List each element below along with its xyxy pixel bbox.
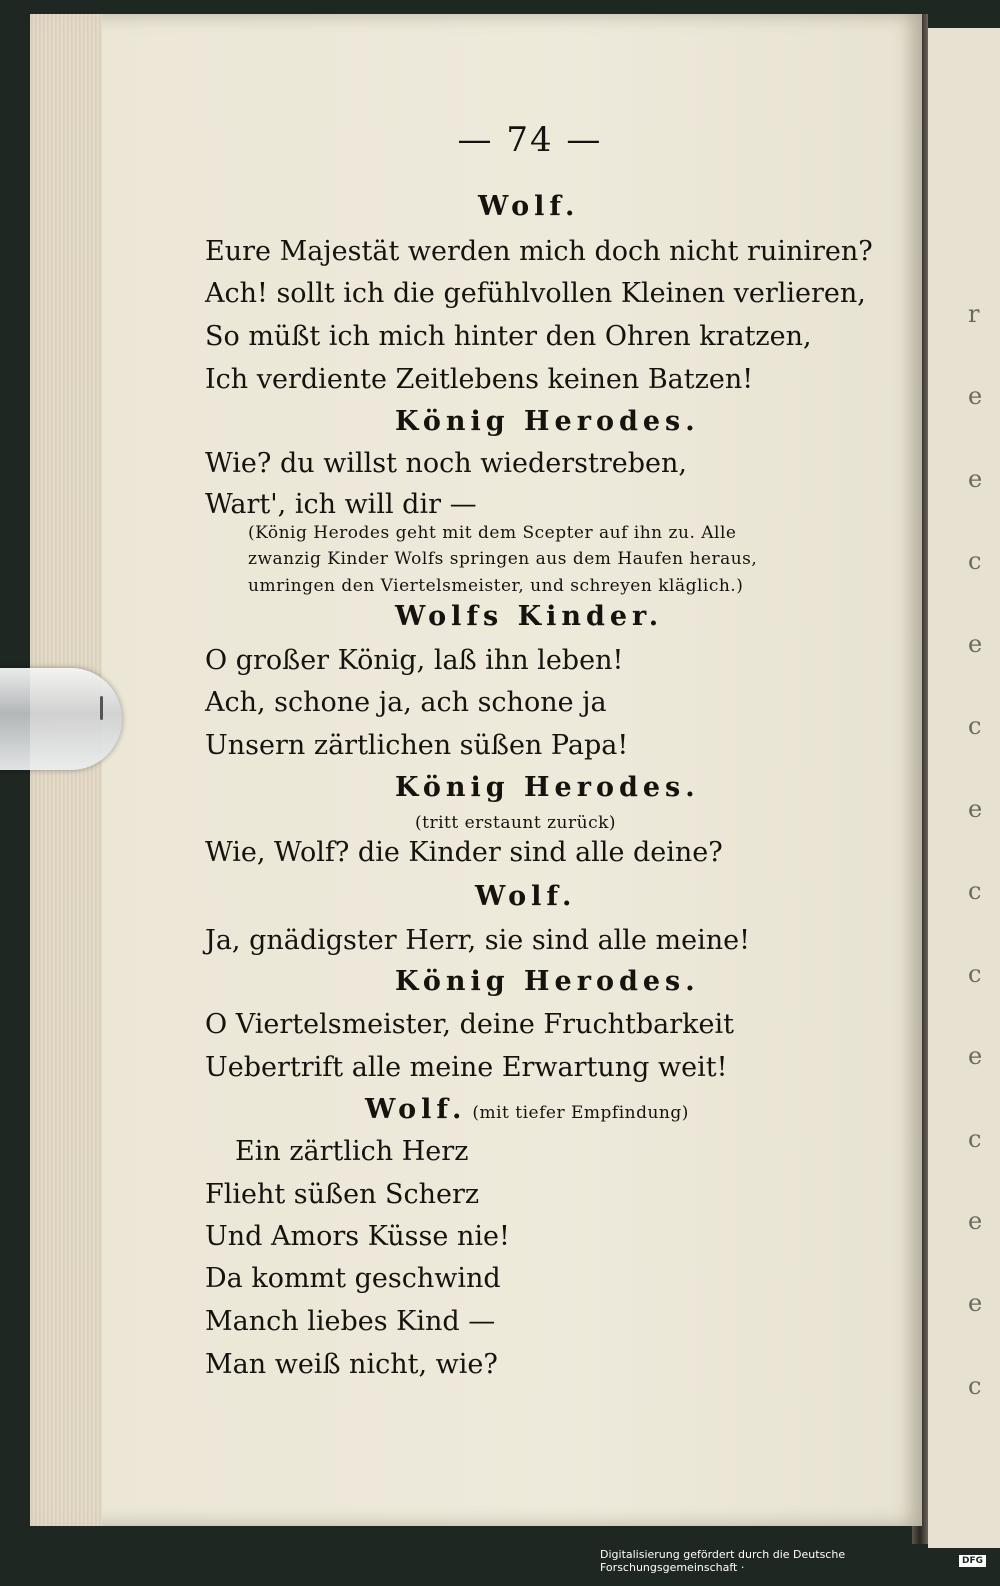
speaker-name: [475, 880, 576, 914]
verse-line: Da kommt geschwind: [205, 1263, 501, 1294]
speaker-label: Wolfs Kinder.: [395, 601, 664, 632]
speaker-name: [478, 190, 579, 224]
verse-line: Uebertrift alle meine Erwartung weit!: [205, 1052, 728, 1083]
verse-line: O großer König, laß ihn leben!: [205, 645, 624, 676]
facing-page-text-edge: r e e c e c e c c e c e e c: [968, 300, 983, 1400]
verse-line: Flieht süßen Scherz: [205, 1179, 480, 1210]
verse-line: Man weiß nicht, wie?: [205, 1349, 498, 1380]
speaker-label: König Herodes.: [395, 772, 700, 803]
stage-direction: zwanzig Kinder Wolfs springen aus dem Haufen heraus,: [248, 549, 758, 569]
verse-line: Ich verdiente Zeitlebens keinen Batzen!: [205, 364, 754, 395]
verse-line: Wie, Wolf? die Kinder sind alle deine?: [205, 837, 723, 868]
verse-line: Ach! sollt ich die gefühlvollen Kleinen verlieren,: [205, 278, 866, 309]
stage-direction: (König Herodes geht mit dem Scepter auf ihn zu. Alle: [248, 523, 737, 543]
verse-line: Und Amors Küsse nie!: [205, 1221, 510, 1252]
page-edges: [30, 14, 102, 1526]
verse-line: Manch liebes Kind —: [205, 1306, 496, 1337]
verse-line: Unsern zärtlichen süßen Papa!: [205, 730, 629, 761]
verse-line: O Viertelsmeister, deine Fruchtbarkeit: [205, 1009, 734, 1040]
speaker-name: [395, 405, 700, 439]
stage-direction: (tritt erstaunt zurück): [415, 813, 617, 833]
dfg-logo: DFG: [959, 1555, 986, 1567]
verse-line: Wie? du willst noch wiederstreben,: [205, 448, 687, 479]
verse-line: Wart', ich will dir —: [205, 489, 477, 520]
speaker-label: König Herodes.: [395, 966, 700, 997]
verse-line: So müßt ich mich hinter den Ohren kratzen,: [205, 321, 812, 352]
footer-credit: [600, 1548, 1000, 1574]
speaker-name: [395, 965, 700, 999]
verse-line: Ja, gnädigster Herr, sie sind alle meine!: [205, 925, 750, 956]
speaker-label: Wolf.: [478, 191, 580, 222]
speaker-name: [395, 771, 700, 805]
speaker-name: [365, 1093, 689, 1130]
speaker-label: König Herodes.: [395, 406, 700, 437]
verse-line: Ach, schone ja, ach schone ja: [205, 687, 607, 718]
page-number: — 74 —: [457, 120, 603, 160]
stage-direction: (mit tiefer Empfindung): [466, 1103, 689, 1123]
verse-line: Eure Majestät werden mich doch nicht ruiniren?: [205, 236, 873, 267]
speaker-label: Wolf.: [365, 1094, 467, 1125]
speaker-name: [395, 600, 663, 634]
page-clip: [0, 668, 122, 770]
stage-direction: umringen den Viertelsmeister, und schreyen kläglich.): [248, 576, 744, 596]
verse-line: Ein zärtlich Herz: [235, 1136, 469, 1167]
footer-credit-text: Digitalisierung gefördert durch die Deutsche Forschungsgemeinschaft ·: [600, 1548, 846, 1574]
speaker-label: Wolf.: [475, 881, 577, 912]
